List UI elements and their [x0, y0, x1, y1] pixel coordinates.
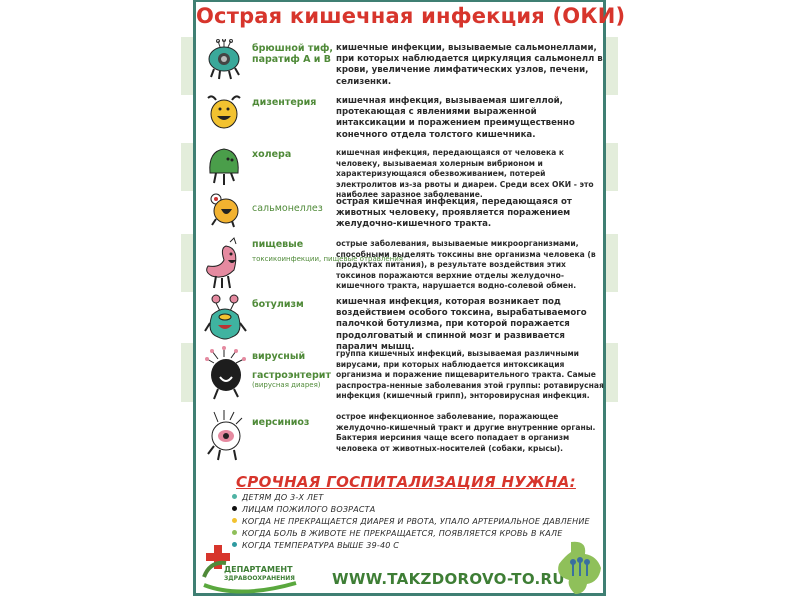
orange-germ-icon	[204, 191, 244, 229]
infection-name: пищевые	[252, 239, 304, 250]
bullet-icon	[232, 518, 237, 523]
poster-title: Острая кишечная инфекция (ОКИ)	[196, 4, 626, 28]
yellow-germ-icon	[204, 92, 244, 132]
hospitalization-item: КОГДА НЕ ПРЕКРАЩАЕТСЯ ДИАРЕЯ И РВОТА, УПАЛО АРТЕРИАЛЬНОЕ ДАВЛЕНИЕ	[232, 516, 612, 528]
infection-name: холера	[252, 149, 292, 160]
green-germ-icon	[204, 145, 244, 189]
bullet-icon	[232, 494, 237, 499]
dept-line2: ЗДРАВООХРАНЕНИЯ	[224, 575, 295, 582]
hospitalization-heading: СРОЧНАЯ ГОСПИТАЛИЗАЦИЯ НУЖНА:	[236, 473, 576, 491]
infection-name: брюшной тиф,	[252, 43, 334, 54]
hospitalization-item: ЛИЦАМ ПОЖИЛОГО ВОЗРАСТА	[232, 504, 612, 516]
bullet-icon	[232, 506, 237, 511]
website-link[interactable]: WWW.TAKZDOROVO-TO.RU	[332, 570, 565, 588]
infection-name: дизентерия	[252, 97, 317, 108]
infection-name-line2: гастроэнтерит	[252, 370, 331, 381]
white-eye-germ-icon	[204, 408, 248, 464]
infection-description: кишечная инфекция, передающаяся от человека к человеку, вызываемая холерным вибрионом и характеризующаяся обезвоживанием, потерей электролитов из-за рвоты и диареи. Среди всех ОКИ - это наиболее заразное заболевание.	[336, 148, 594, 200]
infection-name: сальмонеллез	[252, 203, 323, 214]
infection-subtitle: (вирусная диарея)	[252, 381, 321, 389]
infection-description: кишечная инфекция, вызываемая шигеллой, протекающая с явлениями выраженной интаксикации и поражением преимущественно конечного отдела толстого кишечника.	[336, 96, 575, 140]
infection-description: острая кишечная инфекция, передающаяся от животных человеку, проявляется поражением желудочно-кишечного тракта.	[336, 197, 572, 230]
hospitalization-item: КОГДА ТЕМПЕРАТУРА ВЫШЕ 39-40 С	[232, 540, 612, 552]
bullet-icon	[232, 530, 237, 535]
infection-name-line2: паратиф А и В	[252, 54, 331, 65]
infection-description: острые заболевания, вызываемые микроорганизмами, способными выделять токсины вне организма человека (в продуктах питания), в результате воздействия этих токсинов поражаются верхние отделы желудочно-кишечного тракта, нарушается водно-солевой обмен.	[336, 239, 596, 291]
infection-subtitle: токсикоинфекции, пищевые отравления	[252, 255, 404, 263]
infection-name: иерсиниоз	[252, 417, 310, 428]
infection-description: кишечная инфекция, которая возникает под воздействием особого токсина, вырабатываемого палочкой ботулизма, при которой поражается продолговатый и спинной мозг и развивается паралич мышц.	[336, 297, 587, 352]
infection-description: острое инфекционное заболевание, поражающее желудочно-кишечный тракт и другие внутренние органы. Бактерия иерсиния чаще всего попадает в организм человека от животных-носителей (собаки, крысы).	[336, 412, 596, 453]
black-germ-icon	[204, 345, 248, 401]
teal-one-eyed-germ-icon	[204, 39, 244, 83]
hospitalization-item: КОГДА БОЛЬ В ЖИВОТЕ НЕ ПРЕКРАЩАЕТСЯ, ПОЯВЛЯЕТСЯ КРОВЬ В КАЛЕ	[232, 528, 612, 540]
infection-name: вирусный	[252, 351, 306, 362]
infection-description: кишечные инфекции, вызываемые сальмонеллами, при которых наблюдается циркуляция сальмонелл в крови, увеличение лимфатических узлов, печени, селизенки.	[336, 43, 603, 87]
dept-line1: ДЕПАРТАМЕНТ	[224, 565, 293, 574]
teal-horned-germ-icon	[204, 293, 248, 343]
pink-bird-germ-icon	[204, 236, 246, 292]
region-map-people-icon	[551, 540, 611, 596]
hospitalization-item: ДЕТЯМ ДО 3-Х ЛЕТ	[232, 492, 612, 504]
infection-name: ботулизм	[252, 299, 304, 310]
infection-description: группа кишечных инфекций, вызываемая различными вирусами, при которых наблюдается интоксикация организма и поражение пищеварительного тракта. Самые распростра-ненные заболевания этой группы: ротавирусная инфекция (кишечный грипп), энторовирусная инфекция.	[336, 349, 604, 401]
